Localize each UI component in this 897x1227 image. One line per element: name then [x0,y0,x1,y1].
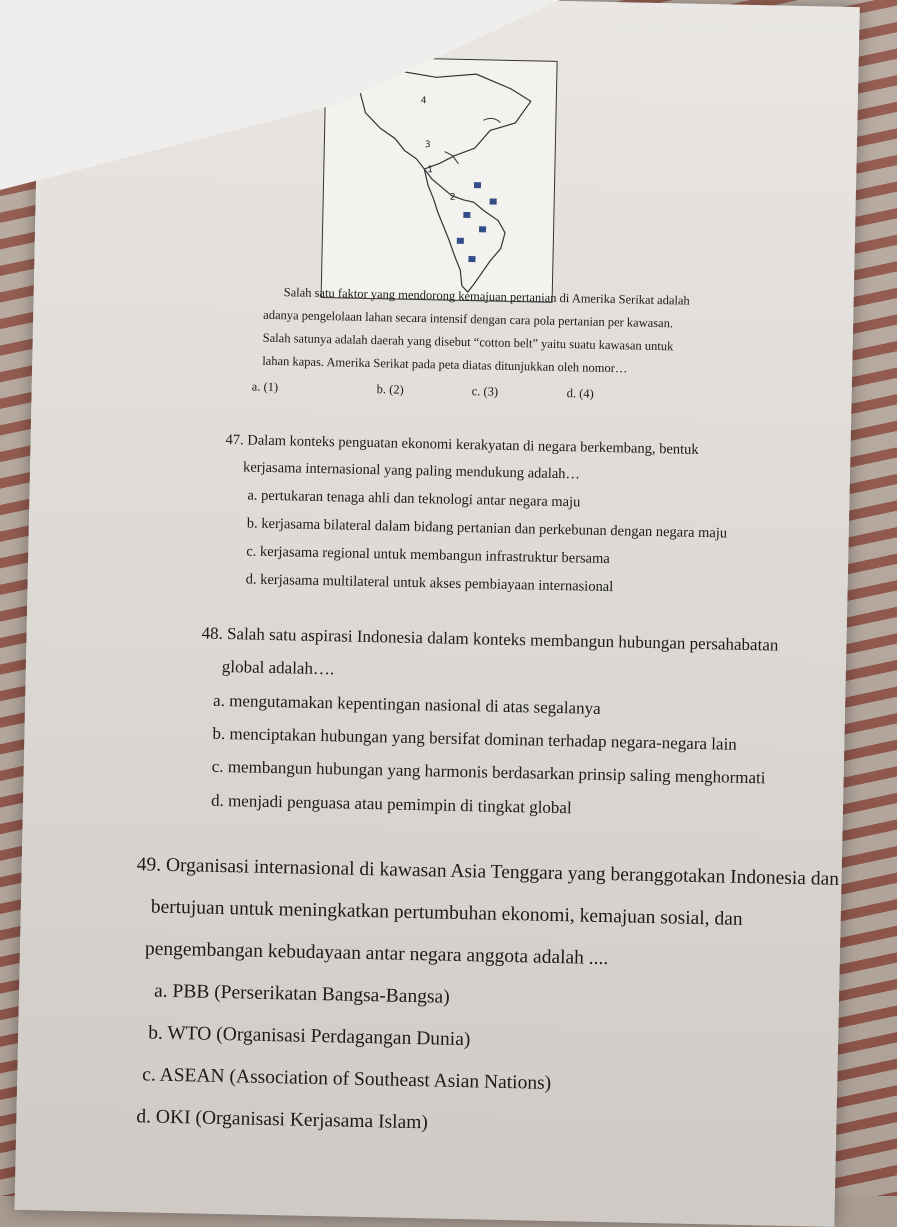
q46-line-2: adanya pengelolaan lahan secara intensif dengan cara pola pertanian per kawasan. [263,307,674,331]
q49-option-a[interactable]: a. PBB (Perserikatan Bangsa-Bangsa) [153,980,450,1008]
exam-sheet [14,0,859,1227]
q47-question-line-1: 47. Dalam konteks penguatan ekonomi kerakyatan di negara berkembang, bentuk [225,431,699,458]
q47-option-c[interactable]: c. kerjasama regional untuk membangun infrastruktur bersama [246,543,610,568]
q49-question-line-2: bertujuan untuk meningkatkan pertumbuhan ekonomi, kemajuan sosial, dan [150,896,743,930]
q49-option-c[interactable]: c. ASEAN (Association of Southeast Asian Nations) [142,1064,552,1094]
q49-question-line-1: 49. Organisasi internasional di kawasan Asia Tenggara yang beranggotakan Indonesia dan [136,854,840,890]
q46-option-a[interactable]: a. (1) [251,379,279,395]
map-label-4: 4 [420,95,427,107]
q49-question-line-3: pengembangan kebudayaan antar negara anggota adalah .... [144,938,609,970]
q46-line-1: Salah satu faktor yang mendorong kemajuan pertanian di Amerika Serikat adalah [283,285,690,308]
map-label-3: 3 [424,140,431,151]
q48-question-line-2: global adalah…. [221,656,335,679]
q46-line-4: lahan kapas. Amerika Serikat pada peta diatas ditunjukkan oleh nomor… [262,353,628,376]
q46-option-c[interactable]: c. (3) [471,384,499,399]
q49-option-b[interactable]: b. WTO (Organisasi Perdagangan Dunia) [147,1022,471,1051]
q48-option-b[interactable]: b. menciptakan hubungan yang bersifat dominan terhadap negara-negara lain [212,723,737,754]
map-label-2: 2 [449,192,456,203]
q47-option-a[interactable]: a. pertukaran tenaga ahli dan teknologi antar negara maju [247,487,581,511]
q46-option-b[interactable]: b. (2) [376,382,404,397]
q46-option-d[interactable]: d. (4) [566,386,594,401]
q48-option-c[interactable]: c. membangun hubungan yang harmonis berdasarkan prinsip saling menghormati [211,756,766,788]
q48-option-a[interactable]: a. mengutamakan kepentingan nasional di atas segalanya [212,690,601,718]
q46-line-3: Salah satunya adalah daerah yang disebut “cotton belt” yaitu suatu kawasan untuk [262,330,674,354]
q48-question-line-1: 48. Salah satu aspirasi Indonesia dalam konteks membangun hubungan persahabatan [201,623,779,655]
q47-option-d[interactable]: d. kerjasama multilateral untuk akses pembiayaan internasional [245,571,614,596]
q48-option-d[interactable]: d. menjadi penguasa atau pemimpin di tingkat global [210,790,572,818]
q49-option-d[interactable]: d. OKI (Organisasi Kerjasama Islam) [136,1106,429,1134]
q47-option-b[interactable]: b. kerjasama bilateral dalam bidang pertanian dan perkebunan dengan negara maju [246,515,728,542]
q47-question-line-2: kerjasama internasional yang paling mendukung adalah… [242,459,581,483]
map-label-1: 1 [427,165,434,176]
